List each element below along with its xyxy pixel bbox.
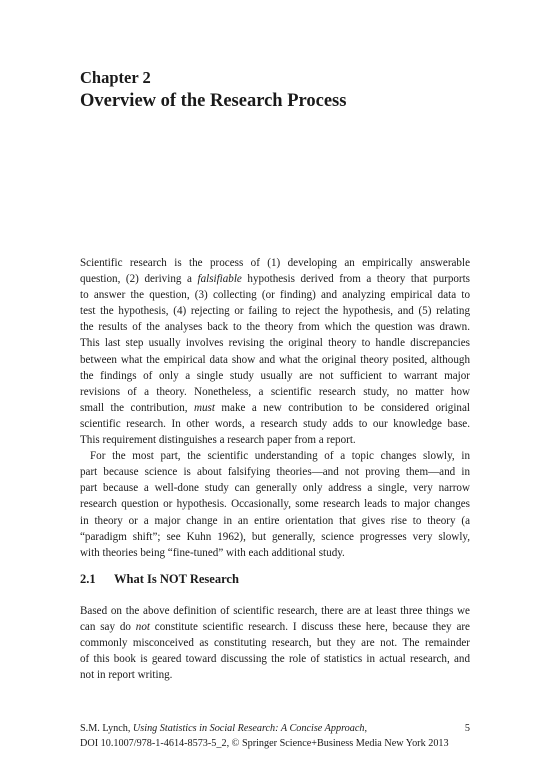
intro-paragraph-2 [80,448,470,561]
text-line: question, (2) deriving a falsifiable hypothesis derived from a theory that purports [80,273,470,286]
text-line: with theories being “fine-tuned” with each additional study. [80,546,345,559]
text-line: the findings of only a single study usually are not sufficient to warrant major [80,369,470,382]
text-line: Based on the above definition of scientific research, there are at least three things we [80,605,470,617]
emphasis: not [135,621,150,634]
section-paragraph [80,603,470,683]
citation-row [80,722,470,737]
text-line: For the most part, the scientific understanding of a topic changes slowly, in [90,450,470,463]
section-number: 2.1 [80,572,96,586]
text-line: test the hypothesis, (4) rejecting or failing to reject the hypothesis, and (5) relating [80,305,470,318]
section-text [80,603,470,683]
text-line: scientific research. In other words, a research study adds to our knowledge base. [80,417,470,430]
chapter-label: Chapter 2 [80,68,151,87]
doi-line: DOI 10.1007/978-1-4614-8573-5_2, © Springer Science+Business Media New York 2013 [80,737,449,749]
page-number: 5 [464,723,470,734]
emphasis: falsifiable [197,273,242,286]
text-line: research question or hypothesis. Occasionally, some research leads to major changes [80,498,470,511]
text-line: commonly misconceived as constituting research, but they are not. The remainder [80,637,470,650]
text-line: of this book is geared toward discussing the role of statistics in actual research, and [80,653,470,666]
section-title: What Is NOT Research [114,572,239,586]
text-line: This last step usually involves revising the original theory to handle discrepancies [80,337,470,350]
text-line: small the contribution, must make a new contribution to be considered original [80,401,470,414]
text-line: not in report writing. [80,669,173,682]
intro-paragraph-1 [80,255,470,448]
text-line: between what the empirical data show and what the original theory posited, although [80,353,470,366]
text-line: to answer the question, (3) collecting (or finding) and analyzing empirical data to [80,289,470,302]
text-line: can say do not constitute scientific research. I discuss these here, because they are [80,621,470,634]
emphasis: Using Statistics in Social Research: A Concise Approach [132,723,365,734]
text-line: This requirement distinguishes a research paper from a report. [80,434,356,447]
chapter-title: Overview of the Research Process [80,91,347,111]
citation: S.M. Lynch, Using Statistics in Social Research: A Concise Approach, [80,723,368,734]
text-line: the results of the analyses back to the theory from which the question was drawn. [80,321,470,334]
page-footer [80,722,470,751]
text-line: part because a well-done study can generally only address a single, very narrow [80,482,470,495]
emphasis: must [193,401,215,414]
text-line: revisions of a theory. Nonetheless, a scientific research study, no matter how [80,385,470,398]
text-line: “paradigm shift”; see Kuhn 1962), but generally, science progresses very slowly, [80,530,470,543]
text-line: part because science is about falsifying theories—and not proving them—and in [80,466,470,479]
text-line: Scientific research is the process of (1) developing an empirically answerable [80,257,470,269]
text-line: in theory or a major change in an entire orientation that gives rise to theory (a [80,514,470,527]
intro-text [80,255,470,561]
section-heading [80,571,239,587]
